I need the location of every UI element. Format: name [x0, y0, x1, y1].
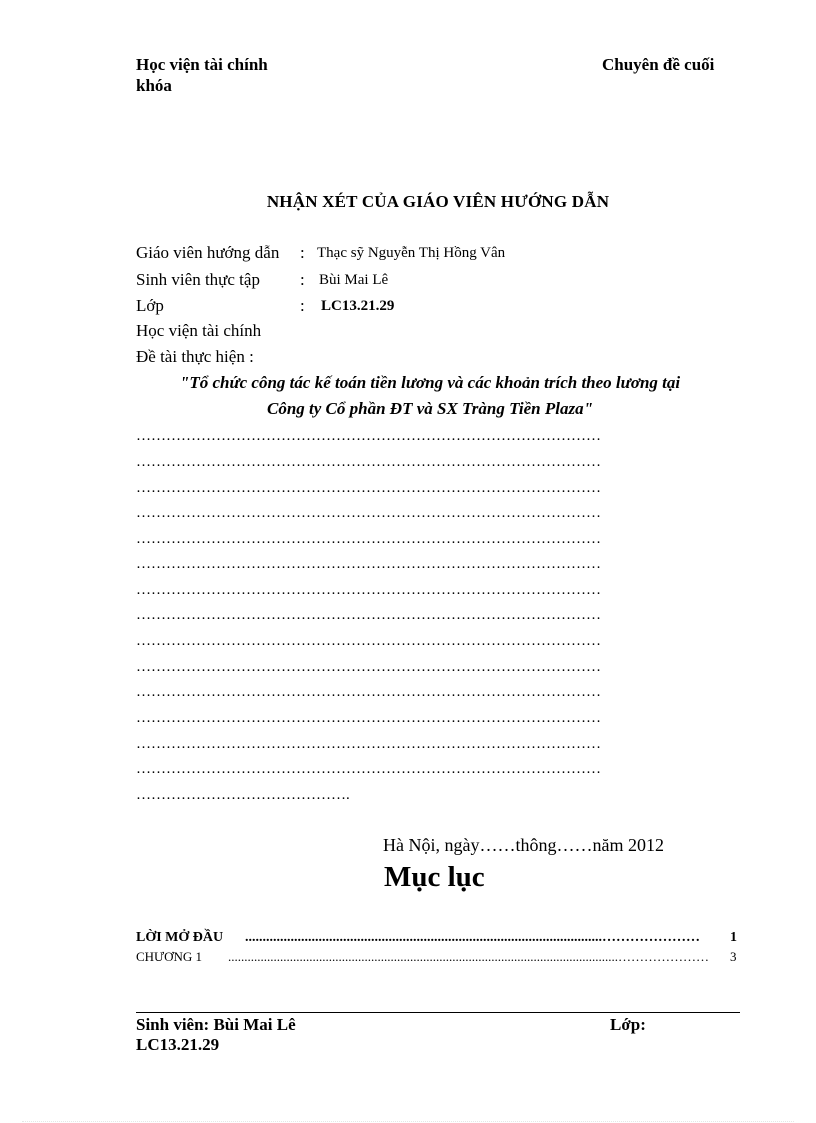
topic-label: Đề tài thực hiện : — [136, 347, 254, 366]
footer-student: Sinh viên: Bùi Mai Lê — [136, 1015, 296, 1034]
comment-line: ………………………………………………………………………………… — [136, 633, 601, 649]
class-colon: : — [300, 296, 305, 315]
date-line: Hà Nội, ngày……thông……năm 2012 — [383, 835, 664, 855]
toc-entry-label: CHƯƠNG 1 — [136, 949, 203, 964]
student-colon: : — [300, 270, 305, 289]
comment-line: ………………………………………………………………………………… — [136, 582, 601, 598]
advisor-colon: : — [300, 243, 305, 262]
comment-line: ………………………………………………………………………………… — [136, 710, 601, 726]
class-value: LC13.21.29 — [321, 298, 395, 314]
institution-line: Học viện tài chính — [136, 321, 262, 340]
comment-line: ………………………………………………………………………………… — [136, 659, 601, 675]
toc-entry[interactable] — [136, 930, 740, 948]
comment-line: ………………………………………………………………………………… — [136, 480, 601, 496]
page-title: NHẬN XÉT CỦA GIÁO VIÊN HƯỚNG DẪN — [266, 192, 610, 211]
footer-class-value: LC13.21.29 — [136, 1035, 220, 1054]
toc-entry-leader: ......................................................................................................………………… — [245, 930, 700, 945]
header-continuation: khóa — [136, 76, 172, 95]
student-value: Bùi Mai Lê — [319, 272, 389, 288]
comment-line: ………………………………………………………………………………… — [136, 454, 601, 470]
footer-rule — [136, 1012, 740, 1013]
comment-line: ………………………………………………………………………………… — [136, 761, 601, 777]
class-label: Lớp — [136, 296, 164, 315]
footer-class-label: Lớp: — [610, 1015, 646, 1034]
student-label: Sinh viên thực tập — [136, 270, 260, 289]
comment-line: ………………………………………………………………………………… — [136, 736, 601, 752]
comment-line: ………………………………………………………………………………… — [136, 607, 601, 623]
topic-line-1: "Tổ chức công tác kế toán tiền lương và các khoản trích theo lương tại — [179, 373, 681, 392]
header-report-type: Chuyên đề cuối — [602, 55, 715, 74]
toc-entry-page: 1 — [730, 930, 737, 945]
topic-line-2: Công ty Cổ phần ĐT và SX Tràng Tiền Plaza" — [266, 399, 594, 418]
comment-line: ………………………………………………………………………………… — [136, 505, 601, 521]
comment-line: ………………………………………………………………………………… — [136, 556, 601, 572]
toc-entry[interactable] — [136, 949, 740, 965]
header-institution: Học viện tài chính — [136, 55, 268, 74]
comment-line-last: ……………………………………. — [136, 787, 350, 803]
comment-line: ………………………………………………………………………………… — [136, 531, 601, 547]
toc-heading: Mục lục — [384, 861, 485, 893]
toc-entry-page: 3 — [730, 949, 737, 964]
advisor-label: Giáo viên hướng dẫn — [136, 243, 280, 262]
toc-entry-leader: ........................................................................................................................………………… — [228, 949, 709, 964]
comment-line: ………………………………………………………………………………… — [136, 684, 601, 700]
page-bottom-border — [22, 1121, 794, 1122]
comment-line: ………………………………………………………………………………… — [136, 428, 601, 444]
advisor-value: Thạc sỹ Nguyễn Thị Hồng Vân — [317, 245, 506, 261]
toc-entry-label: LỜI MỞ ĐẦU — [136, 930, 224, 945]
